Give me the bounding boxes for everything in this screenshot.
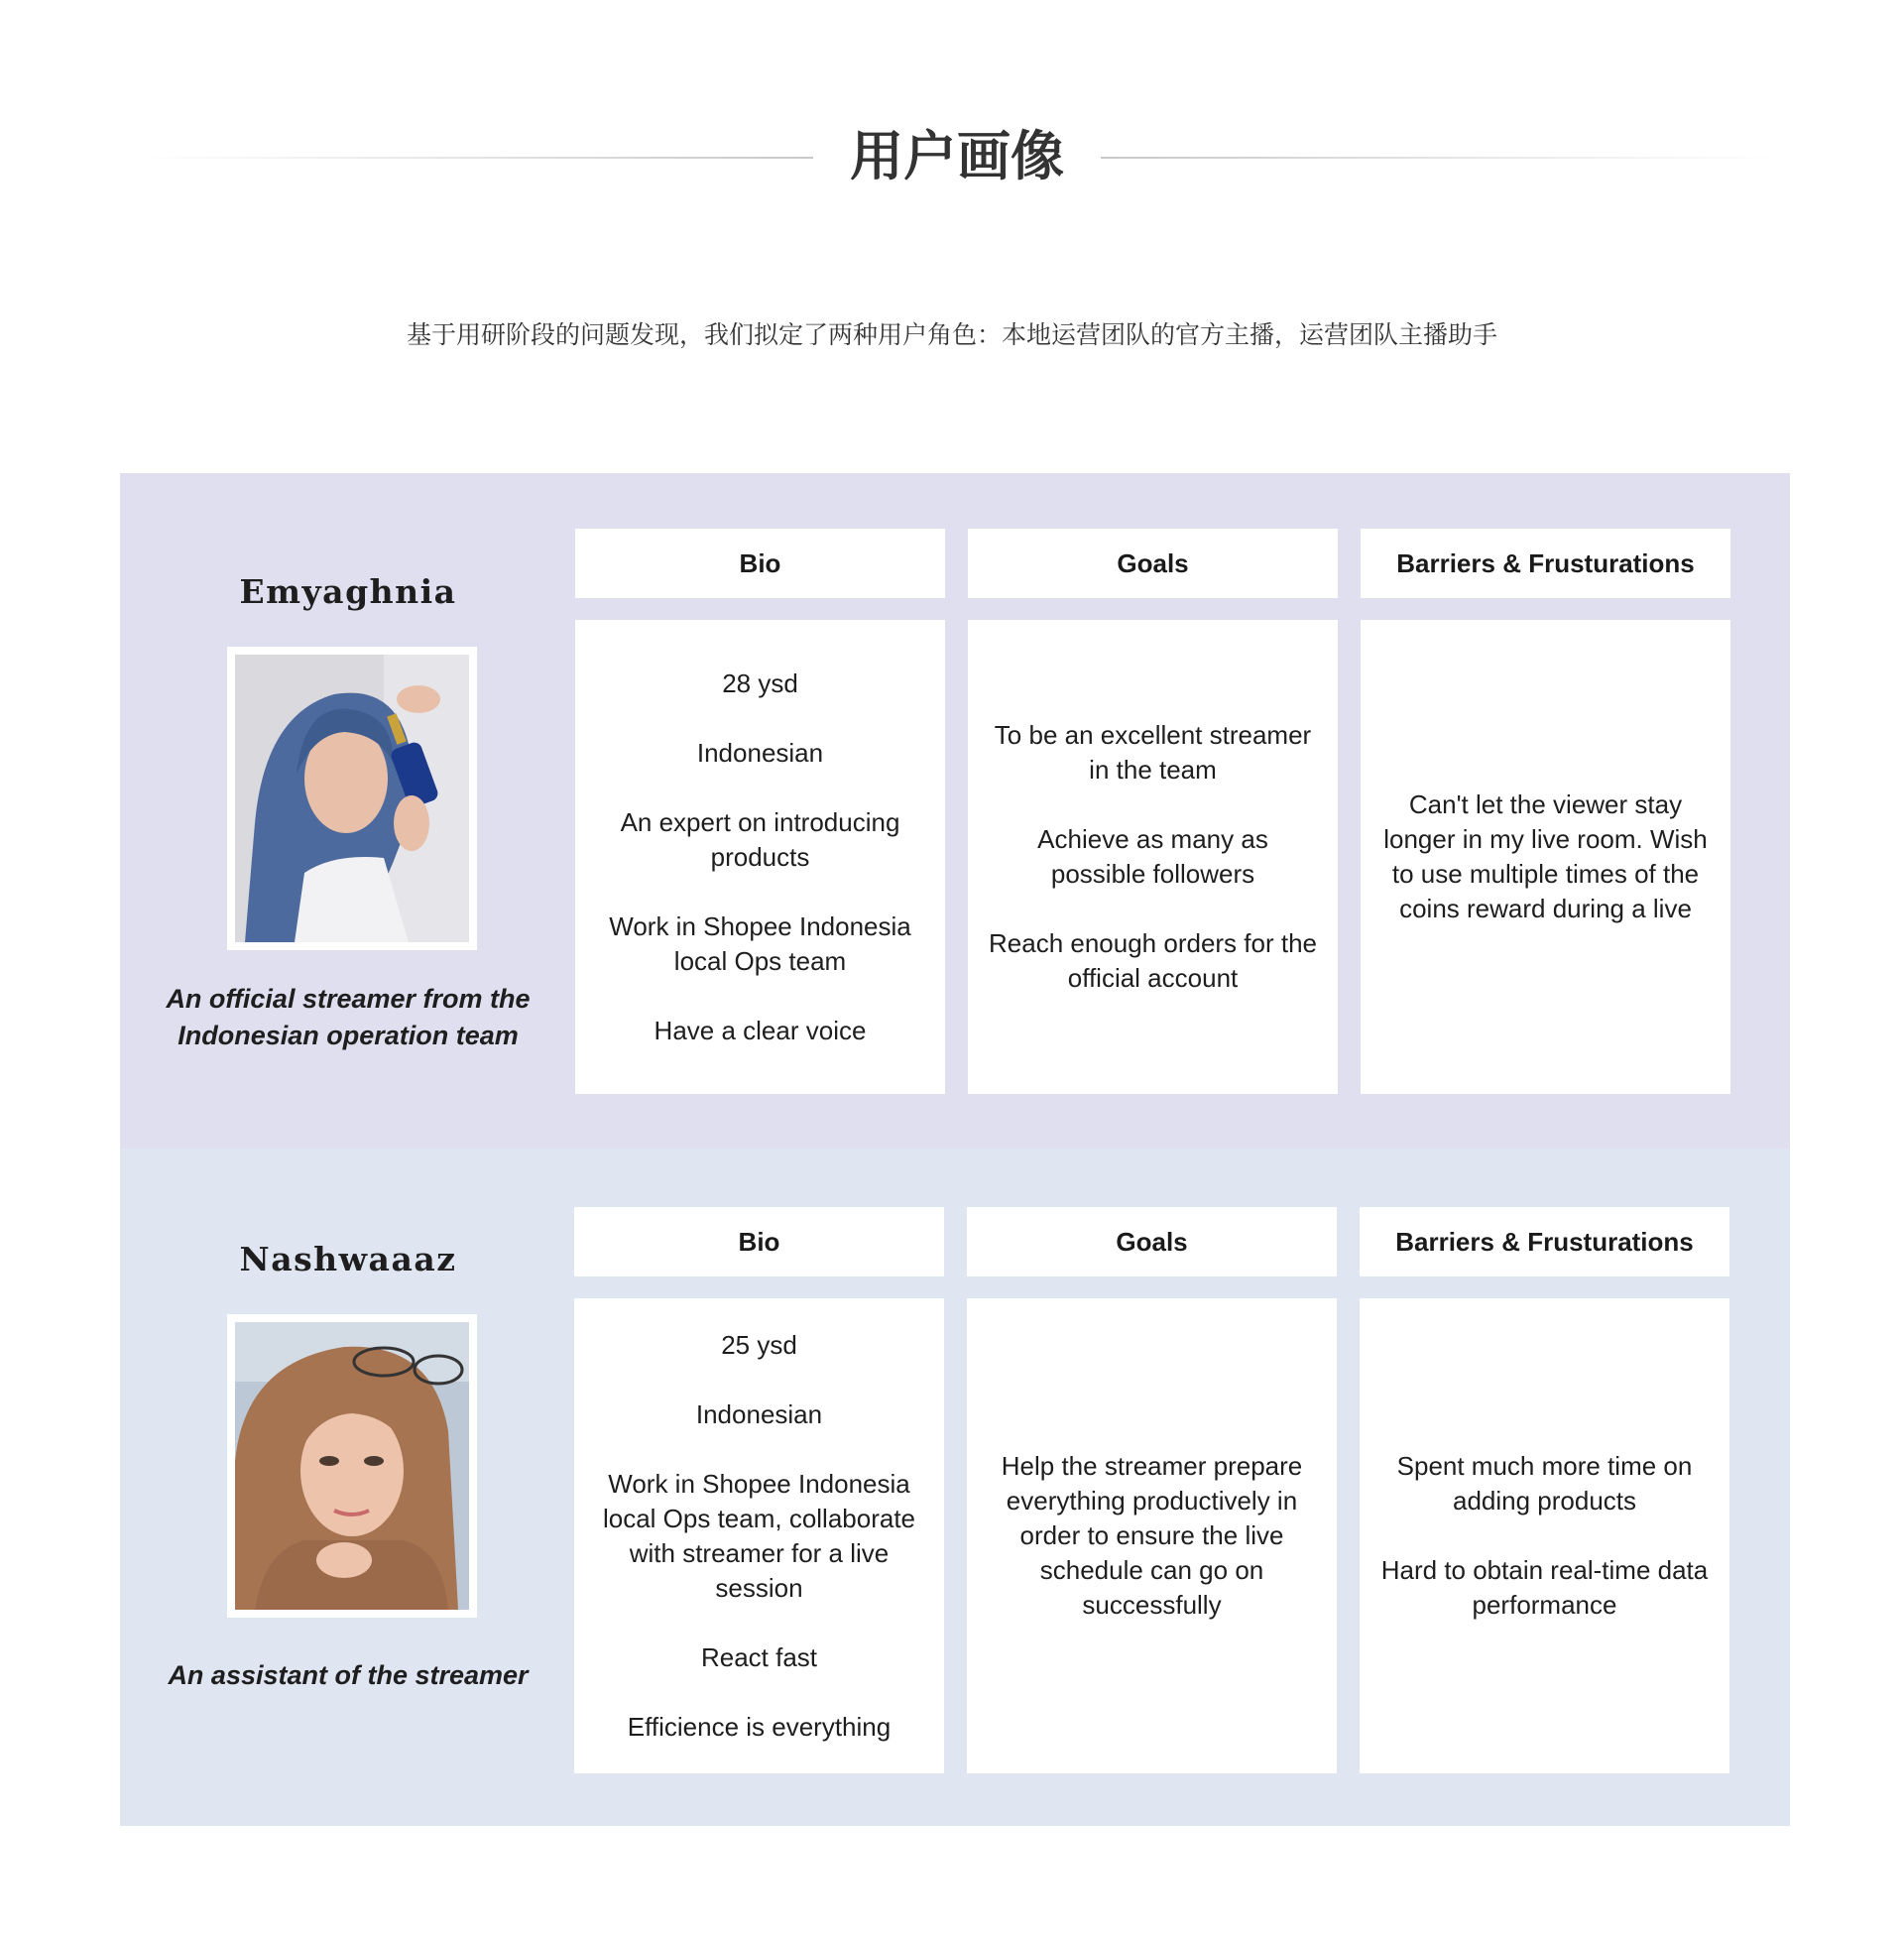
goals-box	[968, 620, 1338, 1094]
persona-photo-frame	[227, 1314, 477, 1618]
persona-name: Emyaghnia	[239, 572, 457, 611]
bio-item: Efficience is everything	[627, 1711, 892, 1742]
persona-role: An official streamer from the Indonesian operation team	[166, 984, 531, 1050]
persona-role: An assistant of the streamer	[168, 1660, 529, 1690]
persona-name: Nashwaaaz	[239, 1240, 457, 1278]
goals-item: Reach enough orders for the official account	[989, 928, 1317, 993]
persona-profile	[120, 1149, 576, 1826]
bio-box	[574, 1298, 944, 1773]
bio-item: Work in Shopee Indonesia local Ops team	[609, 910, 911, 976]
bio-box	[575, 620, 945, 1094]
persona-photo	[235, 655, 469, 942]
goals-header: Goals	[968, 529, 1338, 598]
goals-item: Achieve as many as possible followers	[1037, 824, 1268, 889]
bio-item: Indonesian	[696, 737, 824, 768]
page-header	[0, 117, 1904, 196]
persona-card-nashwaaaz	[120, 1149, 1790, 1826]
bio-item: 25 ysd	[721, 1329, 797, 1360]
barriers-item: Can't let the viewer stay longer in my live room. Wish to use multiple times of the coins reward during a live	[1383, 789, 1708, 923]
bio-header: Bio	[575, 529, 945, 598]
goals-item: Help the streamer prepare everything productively in order to ensure the live schedule can go on successfully	[1001, 1451, 1303, 1620]
barriers-item: Spent much more time on adding products	[1396, 1451, 1693, 1516]
goals-item: To be an excellent streamer in the team	[994, 720, 1312, 785]
bio-item: React fast	[700, 1641, 818, 1672]
page-title: 用户画像	[850, 125, 1064, 187]
page-subtitle: 基于用研阶段的问题发现，我们拟定了两种用户角色：本地运营团队的官方主播，运营团队主播助手	[406, 320, 1497, 349]
barriers-box	[1360, 1298, 1729, 1773]
bio-item: Work in Shopee Indonesia local Ops team, collaborate with streamer for a live session	[602, 1468, 916, 1603]
barriers-header: Barriers & Frusturations	[1361, 529, 1730, 598]
goals-box	[967, 1298, 1337, 1773]
title-divider-left	[139, 157, 813, 159]
goals-header: Goals	[967, 1207, 1337, 1276]
barriers-item: Hard to obtain real-time data performance	[1380, 1555, 1709, 1620]
persona-photo	[235, 1322, 469, 1610]
barriers-box	[1361, 620, 1730, 1094]
title-divider-right	[1101, 157, 1775, 159]
bio-header: Bio	[574, 1207, 944, 1276]
bio-item: An expert on introducing products	[620, 806, 900, 872]
persona-card-emyaghnia	[120, 473, 1790, 1149]
persona-profile	[120, 473, 576, 1149]
bio-item: 28 ysd	[722, 667, 798, 698]
bio-item: Have a clear voice	[654, 1015, 867, 1045]
persona-photo-frame	[227, 647, 477, 950]
barriers-header: Barriers & Frusturations	[1360, 1207, 1729, 1276]
bio-item: Indonesian	[695, 1398, 823, 1429]
